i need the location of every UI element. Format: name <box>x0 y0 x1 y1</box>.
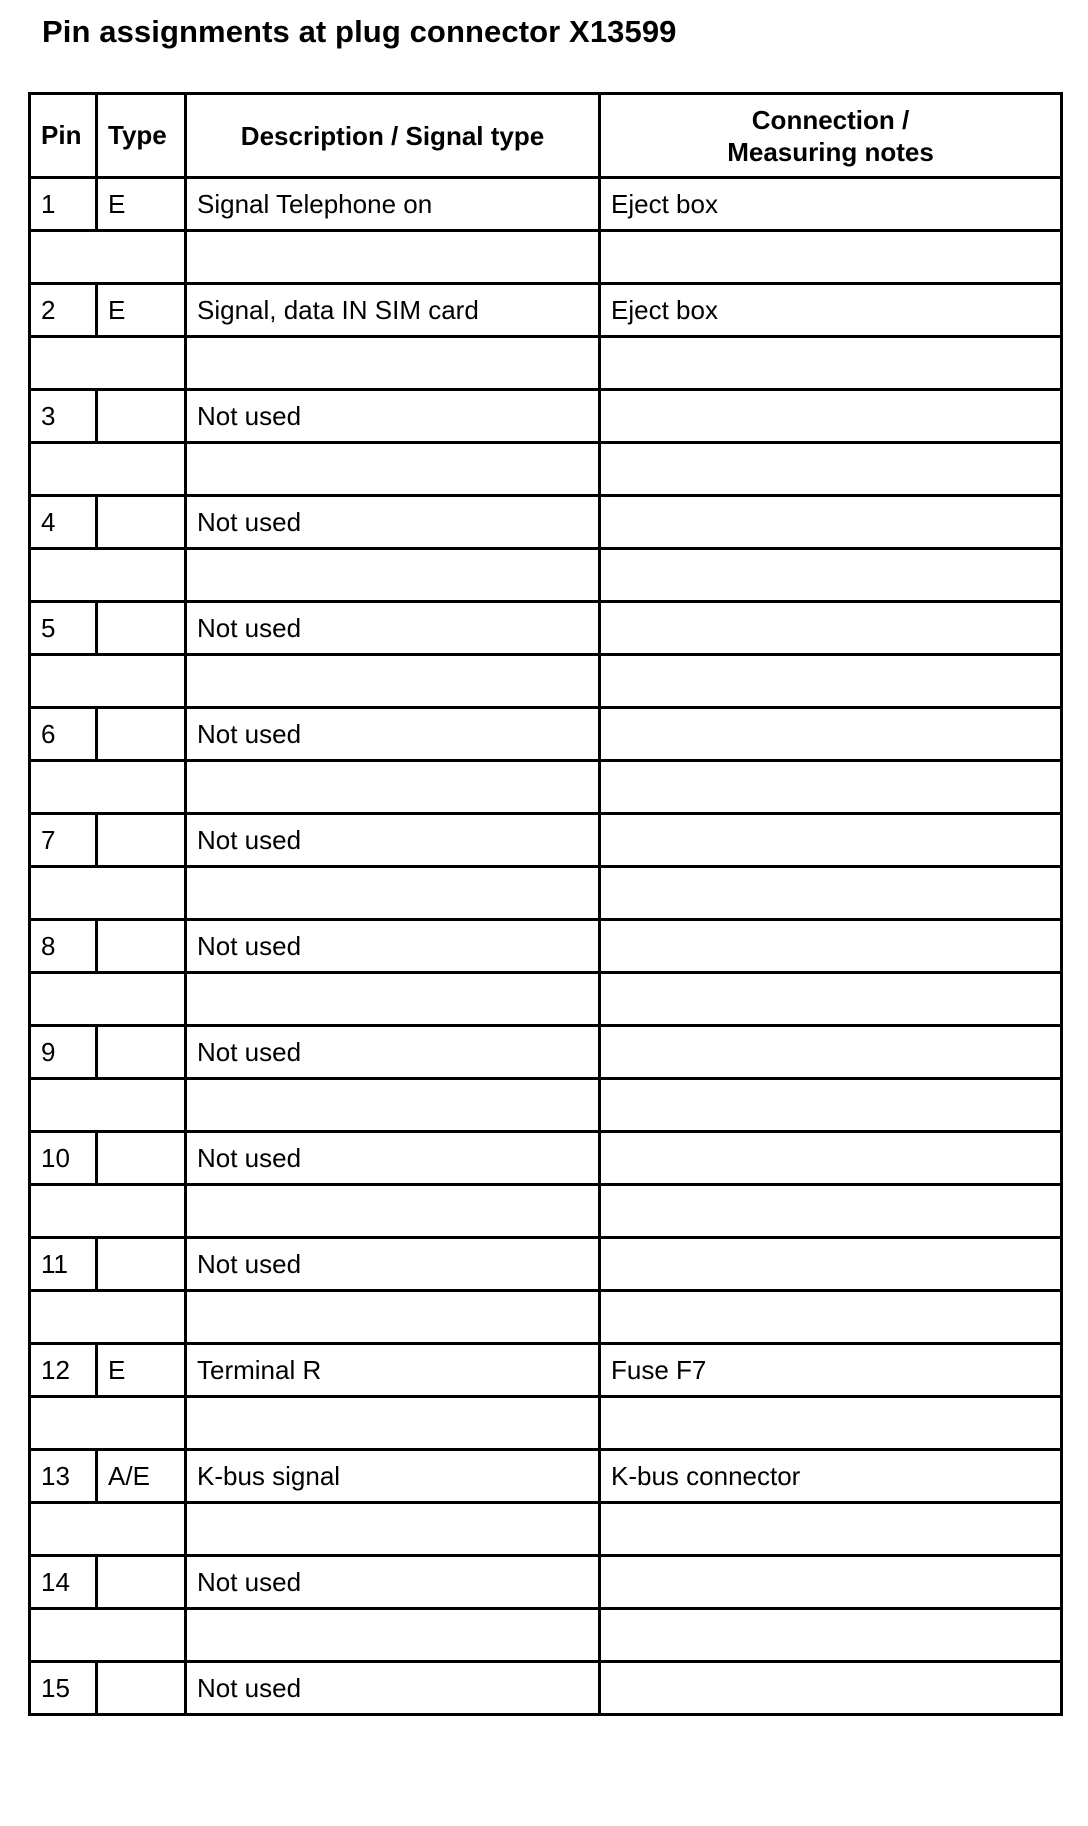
spacer-cell <box>30 231 186 284</box>
connection-cell <box>600 1556 1062 1609</box>
description-cell: Not used <box>186 1556 600 1609</box>
pin-assignment-table <box>28 92 1063 1716</box>
pin-cell: 5 <box>30 602 97 655</box>
header-pin: Pin <box>30 94 97 178</box>
pin-cell: 10 <box>30 1132 97 1185</box>
description-cell: Not used <box>186 496 600 549</box>
pin-cell: 1 <box>30 178 97 231</box>
spacer-cell <box>186 655 600 708</box>
pin-cell: 13 <box>30 1450 97 1503</box>
table-spacer-row <box>30 1503 1062 1556</box>
table-row <box>30 1662 1062 1715</box>
spacer-cell <box>600 337 1062 390</box>
table-row <box>30 1026 1062 1079</box>
spacer-cell <box>186 1079 600 1132</box>
spacer-cell <box>30 443 186 496</box>
spacer-cell <box>186 867 600 920</box>
table-spacer-row <box>30 867 1062 920</box>
type-cell: E <box>97 1344 186 1397</box>
table-spacer-row <box>30 337 1062 390</box>
table-row <box>30 496 1062 549</box>
table-spacer-row <box>30 231 1062 284</box>
table-row <box>30 1556 1062 1609</box>
table-row <box>30 1344 1062 1397</box>
spacer-cell <box>600 973 1062 1026</box>
description-cell: Not used <box>186 1132 600 1185</box>
spacer-cell <box>186 1503 600 1556</box>
spacer-cell <box>186 1397 600 1450</box>
spacer-cell <box>186 761 600 814</box>
type-cell: E <box>97 284 186 337</box>
header-connection-line2: Measuring notes <box>727 136 934 167</box>
connection-cell: Eject box <box>600 178 1062 231</box>
type-cell <box>97 814 186 867</box>
connection-cell: Eject box <box>600 284 1062 337</box>
table-row <box>30 1132 1062 1185</box>
spacer-cell <box>600 867 1062 920</box>
description-cell: Not used <box>186 390 600 443</box>
table-row <box>30 1238 1062 1291</box>
spacer-cell <box>600 1397 1062 1450</box>
spacer-cell <box>600 655 1062 708</box>
spacer-cell <box>600 549 1062 602</box>
spacer-cell <box>186 337 600 390</box>
spacer-cell <box>186 1609 600 1662</box>
spacer-cell <box>30 1185 186 1238</box>
spacer-cell <box>30 549 186 602</box>
table-row <box>30 920 1062 973</box>
type-cell <box>97 708 186 761</box>
pin-cell: 3 <box>30 390 97 443</box>
description-cell: Not used <box>186 1238 600 1291</box>
spacer-cell <box>600 1609 1062 1662</box>
spacer-cell <box>30 973 186 1026</box>
connection-cell <box>600 496 1062 549</box>
pin-cell: 11 <box>30 1238 97 1291</box>
pin-cell: 6 <box>30 708 97 761</box>
header-type: Type <box>97 94 186 178</box>
table-row <box>30 390 1062 443</box>
pin-cell: 14 <box>30 1556 97 1609</box>
spacer-cell <box>600 1079 1062 1132</box>
table-spacer-row <box>30 1397 1062 1450</box>
pin-cell: 8 <box>30 920 97 973</box>
table-header-row <box>30 94 1062 178</box>
spacer-cell <box>30 1397 186 1450</box>
connection-cell: Fuse F7 <box>600 1344 1062 1397</box>
table-body <box>30 178 1062 1715</box>
spacer-cell <box>186 1291 600 1344</box>
description-cell: Not used <box>186 814 600 867</box>
table-row <box>30 708 1062 761</box>
connection-cell <box>600 602 1062 655</box>
description-cell: Signal, data IN SIM card <box>186 284 600 337</box>
spacer-cell <box>30 337 186 390</box>
spacer-cell <box>186 1185 600 1238</box>
table-row <box>30 814 1062 867</box>
table-spacer-row <box>30 973 1062 1026</box>
type-cell <box>97 602 186 655</box>
spacer-cell <box>30 1609 186 1662</box>
pin-cell: 15 <box>30 1662 97 1715</box>
pin-cell: 4 <box>30 496 97 549</box>
pin-cell: 12 <box>30 1344 97 1397</box>
table-spacer-row <box>30 1185 1062 1238</box>
pin-cell: 7 <box>30 814 97 867</box>
spacer-cell <box>186 443 600 496</box>
table-spacer-row <box>30 655 1062 708</box>
connection-cell <box>600 814 1062 867</box>
spacer-cell <box>186 231 600 284</box>
spacer-cell <box>186 973 600 1026</box>
header-connection <box>600 94 1062 178</box>
type-cell: A/E <box>97 1450 186 1503</box>
type-cell <box>97 1026 186 1079</box>
spacer-cell <box>600 1185 1062 1238</box>
table-spacer-row <box>30 761 1062 814</box>
table-spacer-row <box>30 1609 1062 1662</box>
type-cell <box>97 1556 186 1609</box>
pin-cell: 2 <box>30 284 97 337</box>
type-cell: E <box>97 178 186 231</box>
spacer-cell <box>30 867 186 920</box>
spacer-cell <box>600 443 1062 496</box>
table-row <box>30 178 1062 231</box>
connection-cell <box>600 1238 1062 1291</box>
type-cell <box>97 496 186 549</box>
header-description: Description / Signal type <box>186 94 600 178</box>
table-spacer-row <box>30 443 1062 496</box>
page-title: Pin assignments at plug connector X13599 <box>42 14 677 49</box>
spacer-cell <box>600 761 1062 814</box>
connection-cell <box>600 1132 1062 1185</box>
table-spacer-row <box>30 1079 1062 1132</box>
type-cell <box>97 1238 186 1291</box>
type-cell <box>97 1132 186 1185</box>
spacer-cell <box>30 761 186 814</box>
connection-cell <box>600 708 1062 761</box>
connection-cell <box>600 1662 1062 1715</box>
table-row <box>30 1450 1062 1503</box>
table-row <box>30 602 1062 655</box>
type-cell <box>97 1662 186 1715</box>
description-cell: Signal Telephone on <box>186 178 600 231</box>
header-connection-line1: Connection / <box>751 104 910 135</box>
description-cell: Not used <box>186 708 600 761</box>
spacer-cell <box>186 549 600 602</box>
connection-cell: K-bus connector <box>600 1450 1062 1503</box>
description-cell: Not used <box>186 602 600 655</box>
spacer-cell <box>30 1079 186 1132</box>
connection-cell <box>600 920 1062 973</box>
description-cell: K-bus signal <box>186 1450 600 1503</box>
connection-cell <box>600 390 1062 443</box>
spacer-cell <box>600 1503 1062 1556</box>
pin-cell: 9 <box>30 1026 97 1079</box>
type-cell <box>97 390 186 443</box>
description-cell: Terminal R <box>186 1344 600 1397</box>
spacer-cell <box>600 231 1062 284</box>
spacer-cell <box>30 1503 186 1556</box>
table-spacer-row <box>30 1291 1062 1344</box>
spacer-cell <box>30 655 186 708</box>
connection-cell <box>600 1026 1062 1079</box>
type-cell <box>97 920 186 973</box>
description-cell: Not used <box>186 1662 600 1715</box>
spacer-cell <box>600 1291 1062 1344</box>
description-cell: Not used <box>186 920 600 973</box>
table-spacer-row <box>30 549 1062 602</box>
spacer-cell <box>30 1291 186 1344</box>
description-cell: Not used <box>186 1026 600 1079</box>
table-row <box>30 284 1062 337</box>
